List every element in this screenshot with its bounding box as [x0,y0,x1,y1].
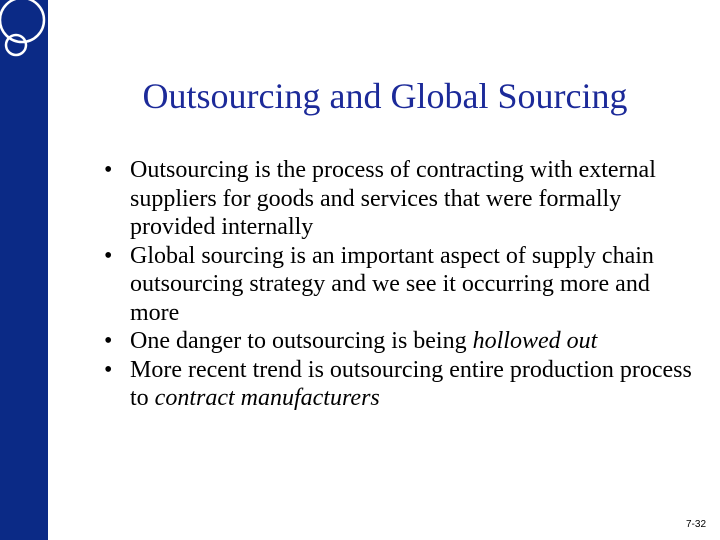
bullet-text: One danger to outsourcing is being [130,328,473,354]
bullet-emphasis: contract manufacturers [154,385,380,411]
bullet-item [96,242,696,328]
bullet-dot: • [104,157,113,183]
small-circle [6,35,26,55]
bullet-text: More recent trend is outsourcing entire production process to [130,356,692,411]
slide-title: Outsourcing and Global Sourcing [142,76,628,116]
bullet-item [96,327,696,356]
side-accent-bar [0,0,48,540]
page-number: 7-32 [685,519,706,530]
bullet-dot: • [104,356,113,383]
bullet-text: Outsourcing is the process of contracting with external suppliers for goods and services that were formally provided internally [130,157,656,240]
bullet-text: Global sourcing is an important aspect of supply chain outsourcing strategy and we see it occurring more and more [130,242,654,326]
decorative-circles [0,0,60,70]
bullet-dot: • [104,242,113,269]
bullet-item [96,356,696,413]
bullet-list [96,156,696,413]
bullet-dot: • [104,328,113,354]
bullet-item [96,156,696,242]
bullet-emphasis: hollowed out [472,328,598,354]
